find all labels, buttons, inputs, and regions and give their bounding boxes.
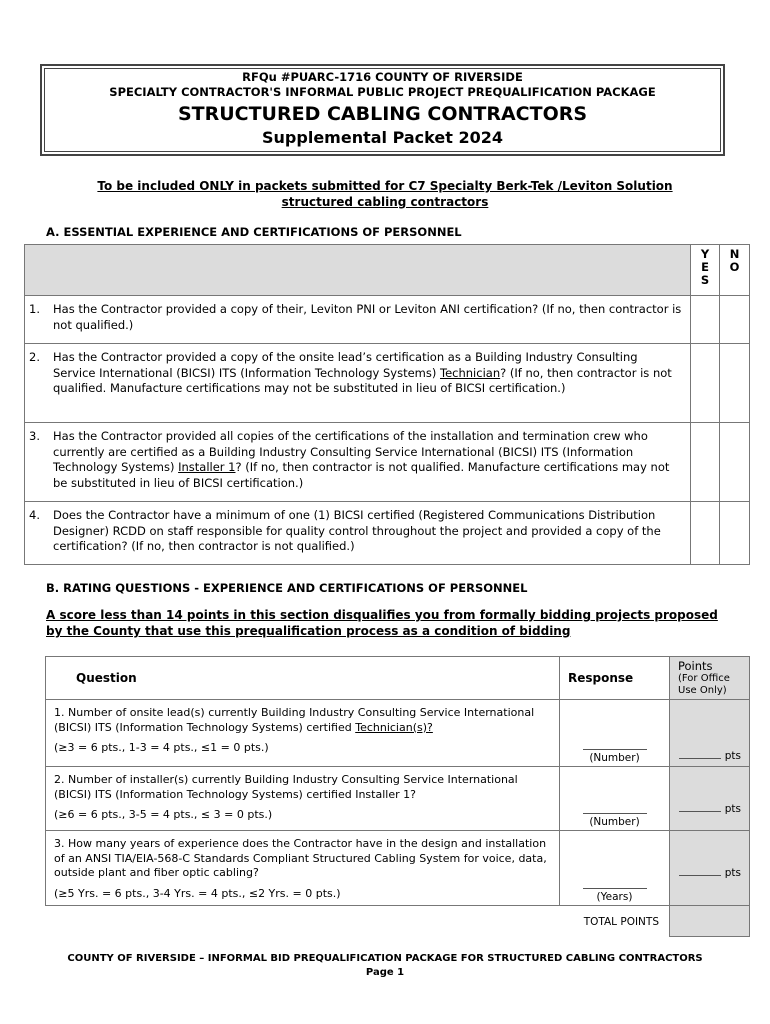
response-field-1[interactable] — [560, 700, 670, 767]
table-row — [25, 296, 750, 344]
points-column-header: Points (For Office Use Only) — [670, 657, 750, 700]
no-checkbox-3[interactable] — [720, 423, 750, 502]
response-field-2[interactable] — [560, 767, 670, 831]
question-1: 1. Has the Contractor provided a copy of their, Leviton PNI or Leviton ANI certification? (If no, then contractor is not qualified.) — [25, 296, 691, 344]
disqualification-warning: A score less than 14 points in this section disqualifies you from formally bidding projects proposed by the County that use this prequalification process as a condition of bidding — [46, 608, 718, 638]
no-column-header: N O — [720, 245, 750, 296]
question-column-header: Question — [46, 657, 560, 700]
table-row — [46, 831, 750, 906]
yes-checkbox-1[interactable] — [691, 296, 720, 344]
question-4: 4. Does the Contractor have a minimum of one (1) BICSI certified (Registered Communications Distribution Designer) RCDD on staff responsible for quality control throughout the project and provided a copy of the certification? (If no, then contractor is not qualified.) — [25, 502, 691, 565]
scoring-criteria-2: (≥6 = 6 pts., 3-5 = 4 pts., ≤ 3 = 0 pts.) — [54, 808, 273, 821]
response-unit-2: (Number) — [583, 813, 647, 828]
table-header-row — [25, 245, 750, 296]
rating-questions-table — [45, 656, 750, 937]
response-field-3[interactable] — [560, 831, 670, 906]
rating-question-3: 3. How many years of experience does the Contractor have in the design and installation of an ANSI TIA/EIA-568-C Standards Compliant Structured Cabling System for voice, data, outside plant and fiber optic cabling? (≥5 Yrs. = 6 pts., 3-4 Yrs. = 4 pts., ≤2 Yrs. = 0 pts.) — [46, 831, 560, 906]
scoring-criteria-1: (≥3 = 6 pts., 1-3 = 4 pts., ≤1 = 0 pts.) — [54, 741, 269, 754]
table-row — [46, 767, 750, 831]
response-unit-1: (Number) — [583, 749, 647, 764]
office-use-note: (For Office Use Only) — [678, 673, 730, 696]
section-a-heading: A. ESSENTIAL EXPERIENCE AND CERTIFICATIONS OF PERSONNEL — [46, 225, 462, 239]
total-row — [46, 906, 750, 937]
response-unit-3: (Years) — [583, 888, 647, 903]
table-row — [46, 700, 750, 767]
page-footer — [0, 952, 770, 980]
table-row — [25, 502, 750, 565]
no-checkbox-2[interactable] — [720, 344, 750, 423]
page-number: Page 1 — [365, 967, 405, 978]
total-points-field — [670, 906, 750, 937]
package-name: SPECIALTY CONTRACTOR'S INFORMAL PUBLIC PROJECT PREQUALIFICATION PACKAGE — [109, 85, 656, 99]
footer-text: COUNTY OF RIVERSIDE – INFORMAL BID PREQUALIFICATION PACKAGE FOR STRUCTURED CABLING CONTRACTORS — [67, 953, 703, 964]
yes-checkbox-2[interactable] — [691, 344, 720, 423]
points-field-2: pts — [670, 767, 750, 831]
yes-checkbox-4[interactable] — [691, 502, 720, 565]
inclusion-notice: To be included ONLY in packets submitted for C7 Specialty Berk-Tek /Leviton Solution structured cabling contractors — [97, 179, 673, 209]
points-field-3: pts — [670, 831, 750, 906]
page-subtitle: Supplemental Packet 2024 — [262, 128, 503, 147]
question-3: 3. Has the Contractor provided all copies of the certifications of the installation and termination crew who currently are certified as a Building Industry Consulting Service International (BICSI) ITS (Information Technology Systems) Installer 1? (If no, then contractor is not qualified. Manufacture certifications may not be substituted in lieu of BICSI certification.) — [25, 423, 691, 502]
rating-question-1: 1. Number of onsite lead(s) currently Building Industry Consulting Service International (BICSI) ITS (Information Technology Systems) certified Technician(s)? (≥3 = 6 pts., 1-3 = 4 pts., ≤1 = 0 pts.) — [46, 700, 560, 767]
no-checkbox-4[interactable] — [720, 502, 750, 565]
rating-header-row — [46, 657, 750, 700]
table-row — [25, 423, 750, 502]
scoring-criteria-3: (≥5 Yrs. = 6 pts., 3-4 Yrs. = 4 pts., ≤2 Yrs. = 0 pts.) — [54, 886, 341, 900]
question-header-cell — [25, 245, 691, 296]
yes-column-header: Y E S — [691, 245, 720, 296]
response-column-header: Response — [560, 657, 670, 700]
rfq-number: RFQu #PUARC-1716 COUNTY OF RIVERSIDE — [242, 70, 523, 84]
page-title: STRUCTURED CABLING CONTRACTORS — [177, 103, 588, 125]
yes-checkbox-3[interactable] — [691, 423, 720, 502]
no-checkbox-1[interactable] — [720, 296, 750, 344]
essential-experience-table — [24, 244, 750, 565]
document-header — [40, 64, 725, 156]
question-2: 2. Has the Contractor provided a copy of the onsite lead’s certification as a Building Industry Consulting Service International (BICSI) ITS (Information Technology Systems) Technician? (If no, then contractor is not qualified. Manufacture certifications may not be substituted in lieu of BICSI certification.) — [25, 344, 691, 423]
total-points-label: TOTAL POINTS — [583, 916, 659, 928]
points-field-1: pts — [670, 700, 750, 767]
section-b-heading: B. RATING QUESTIONS - EXPERIENCE AND CERTIFICATIONS OF PERSONNEL — [46, 581, 528, 595]
table-row — [25, 344, 750, 423]
rating-question-2: 2. Number of installer(s) currently Building Industry Consulting Service International (BICSI) ITS (Information Technology Systems) certified Installer 1? (≥6 = 6 pts., 3-5 = 4 pts., ≤ 3 = 0 pts.) — [46, 767, 560, 831]
